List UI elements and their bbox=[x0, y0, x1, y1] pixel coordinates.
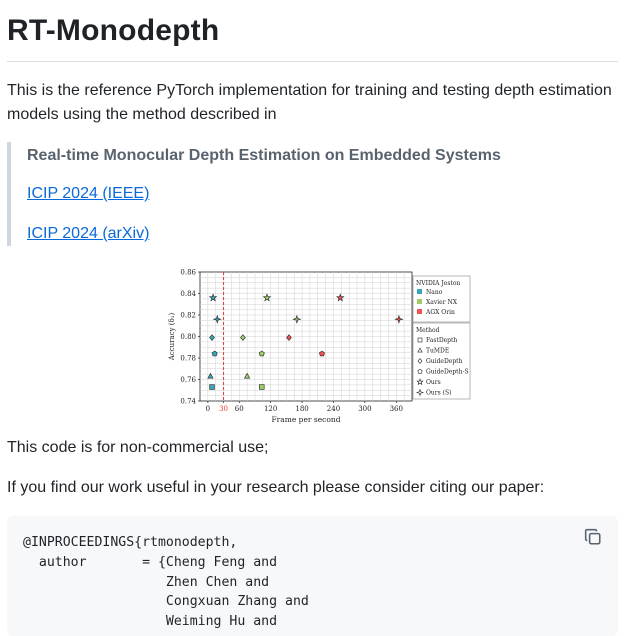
y-tick-label: 0.74 bbox=[180, 397, 196, 406]
paper-blockquote bbox=[7, 142, 618, 246]
y-tick-label: 0.82 bbox=[180, 311, 196, 320]
legend-device-label: AGX Orin bbox=[426, 309, 455, 316]
x-tick-label: 60 bbox=[234, 405, 244, 413]
legend-method-label: GuideDepth-S bbox=[426, 368, 469, 376]
blockquote-bar bbox=[7, 142, 11, 246]
license-note: This code is for non-commercial use; bbox=[7, 439, 269, 456]
arxiv-link[interactable]: ICIP 2024 (arXiv) bbox=[27, 225, 150, 242]
x-tick-label: 120 bbox=[263, 405, 278, 413]
ieee-link[interactable]: ICIP 2024 (IEEE) bbox=[27, 185, 150, 202]
y-tick-label: 0.76 bbox=[180, 376, 196, 384]
legend-methods-title: Method bbox=[416, 327, 440, 334]
x-tick-label: 300 bbox=[358, 405, 372, 413]
y-axis-label: Accuracy (δ₁) bbox=[168, 312, 176, 361]
page-title: RT-Monodepth bbox=[7, 14, 220, 47]
y-tick-label: 0.86 bbox=[180, 268, 196, 277]
x-tick-label: 0 bbox=[205, 405, 211, 413]
y-tick-label: 0.84 bbox=[180, 290, 196, 298]
data-point-square bbox=[259, 385, 264, 390]
chart-svg bbox=[160, 268, 472, 428]
title-divider bbox=[7, 61, 618, 62]
y-tick-label: 0.78 bbox=[180, 354, 196, 363]
copy-icon[interactable] bbox=[584, 528, 604, 548]
legend-method-label: TuMDE bbox=[426, 347, 450, 355]
bibtex-code: @INPROCEEDINGS{rtmonodepth, author = {Cheng Feng and Zhen Chen and Congxuan Zhang and Weiming Hu and bbox=[23, 535, 309, 630]
legend-devices-title: NVIDIA Jeston bbox=[416, 280, 461, 287]
bibtex-code-block bbox=[7, 516, 618, 636]
paper-title: Real-time Monocular Depth Estimation on Embedded Systems bbox=[27, 147, 501, 164]
legend-method-label: Ours bbox=[426, 379, 441, 386]
x-tick-label: 180 bbox=[295, 405, 309, 413]
x-tick-label: 240 bbox=[326, 405, 341, 413]
legend-method-label: Ours (S) bbox=[426, 389, 452, 397]
legend-device-swatch bbox=[417, 309, 422, 314]
fps-accuracy-chart bbox=[160, 268, 472, 428]
x-axis-label: Frame per second bbox=[271, 415, 341, 424]
legend-device-label: Xavier NX bbox=[426, 299, 458, 306]
legend-device-label: Nano bbox=[426, 289, 443, 296]
cite-note: If you find our work useful in your research please consider citing our paper: bbox=[7, 479, 545, 496]
intro-paragraph: This is the reference PyTorch implementation for training and testing depth estimation models using the method described in bbox=[7, 82, 612, 123]
legend-method-marker bbox=[418, 338, 422, 342]
x-tick-label: 30 bbox=[219, 405, 229, 413]
data-point-square bbox=[210, 385, 215, 390]
x-tick-label: 360 bbox=[389, 405, 403, 413]
legend-device-swatch bbox=[417, 289, 422, 294]
y-tick-label: 0.80 bbox=[180, 333, 196, 341]
legend-method-label: GuideDepth bbox=[426, 358, 463, 365]
legend-device-swatch bbox=[417, 299, 422, 304]
legend-method-label: FastDepth bbox=[426, 337, 458, 344]
